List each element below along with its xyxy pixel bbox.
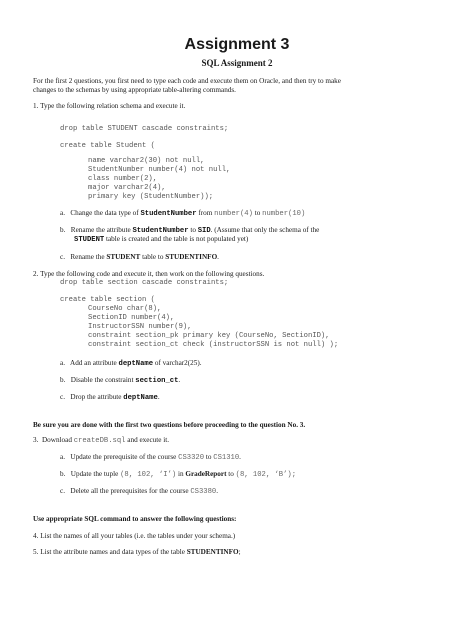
item-text: Rename the: [70, 253, 107, 261]
code-line: InstructorSSN number(9),: [88, 323, 192, 331]
item-text: . (Assume that only the schema of the: [210, 226, 320, 234]
question-number: 3.: [33, 436, 39, 444]
note-before-q3: Be sure you are done with the first two questions before proceeding to the question No. 3.: [33, 421, 306, 429]
item-text: Update the prerequisite of the course: [70, 453, 179, 461]
code-inline: (8, 102, ‘I’): [120, 471, 177, 479]
code-line: drop table section cascade constraints;: [60, 279, 229, 287]
code-line: create table Student (: [60, 142, 155, 150]
intro-line-1: For the first 2 questions, you first need to type each code and execute them on Oracle, and then try to make: [33, 77, 341, 85]
code-line: CourseNo char(8),: [88, 305, 162, 313]
field-name: StudentNumber: [132, 227, 189, 235]
table-name: STUDENTINFO: [165, 253, 218, 261]
item-marker: c.: [60, 393, 65, 401]
question-3: [33, 436, 169, 446]
item-marker: a.: [60, 359, 65, 367]
question-2: [33, 270, 264, 279]
field-name: deptName: [123, 394, 158, 402]
table-name: STUDENT: [74, 236, 105, 244]
item-marker: a.: [60, 209, 65, 217]
question-text: List the attribute names and data types of the table: [40, 548, 187, 556]
code-inline: (8, 102, ‘B’);: [235, 471, 297, 479]
question-1: [33, 102, 185, 111]
q2-item-a: [60, 359, 202, 368]
q3-item-b: [60, 470, 296, 479]
field-name: deptName: [118, 360, 154, 368]
code-line: class number(2),: [88, 175, 158, 183]
code-line: name varchar2(30) not null,: [88, 157, 205, 165]
q1-item-a: [60, 209, 305, 218]
item-marker: b.: [60, 226, 66, 234]
item-text: to: [204, 453, 214, 461]
item-marker: c.: [60, 253, 65, 261]
code-line: SectionID number(4),: [88, 314, 175, 322]
code-line: primary key (StudentNumber));: [88, 193, 214, 201]
field-name: StudentNumber: [140, 210, 197, 218]
table-name: STUDENT: [106, 253, 141, 261]
table-name: GradeReport: [185, 470, 227, 478]
q2-item-b: [60, 376, 180, 385]
item-text: Delete all the prerequisites for the course: [70, 487, 191, 495]
question-text: Download: [41, 436, 74, 444]
item-text: to: [188, 226, 198, 234]
field-name: section_ct: [135, 377, 179, 385]
question-4: [33, 532, 235, 541]
code-inline: CS3320: [178, 454, 205, 462]
question-number: 5.: [33, 548, 39, 556]
item-text: Disable the constraint: [70, 376, 136, 384]
item-text: in: [176, 470, 186, 478]
item-text: of varchar2(25).: [153, 359, 202, 367]
code-line: major varchar2(4),: [88, 184, 166, 192]
code-line: drop table STUDENT cascade constraints;: [60, 125, 229, 133]
question-text: List the names of all your tables (i.e. the tables under your schema.): [40, 532, 236, 540]
q3-item-a: [60, 453, 241, 462]
item-text: .: [239, 453, 241, 461]
question-number: 1.: [33, 102, 39, 110]
q1-item-b-line2: [74, 235, 248, 244]
q3-item-c: [60, 487, 218, 496]
item-text: Update the tuple: [70, 470, 121, 478]
code-line: create table section (: [60, 296, 155, 304]
code-line: constraint section_pk primary key (CourseNo, SectionID),: [88, 332, 330, 340]
item-text: from: [196, 209, 215, 217]
code-inline: number(10): [262, 210, 306, 218]
item-marker: c.: [60, 487, 65, 495]
page-title: Assignment 3: [184, 36, 290, 53]
item-text: Change the data type of: [70, 209, 141, 217]
item-text: Add an attribute: [70, 359, 119, 367]
note-before-q4: Use appropriate SQL command to answer the following questions:: [33, 515, 237, 523]
table-name: STUDENTINFO: [186, 548, 239, 556]
question-text: Type the following relation schema and execute it.: [40, 102, 186, 110]
question-text: ;: [238, 548, 241, 556]
q2-item-c: [60, 393, 160, 402]
file-name: createDB.sql: [73, 437, 126, 445]
question-text: Type the following code and execute it, then work on the following questions.: [40, 270, 265, 278]
item-text: table to: [140, 253, 166, 261]
item-marker: a.: [60, 453, 65, 461]
question-number: 2.: [33, 270, 39, 278]
item-text: to: [226, 470, 236, 478]
item-text: Rename the attribute: [70, 226, 133, 234]
question-number: 4.: [33, 532, 39, 540]
intro-line-2: changes to the schemas by using appropriate table-altering commands.: [33, 86, 236, 94]
q1-item-b: [60, 226, 319, 235]
item-text: .: [178, 376, 181, 384]
field-name: SID: [197, 227, 211, 235]
code-line: StudentNumber number(4) not null,: [88, 166, 231, 174]
code-line: constraint section_ct check (instructorSSN is not null) );: [88, 341, 339, 349]
item-text: .: [216, 487, 219, 495]
item-text: Drop the attribute: [70, 393, 124, 401]
item-text: table is created and the table is not populated yet): [104, 235, 249, 243]
question-text: and execute it.: [125, 436, 170, 444]
q1-item-c: [60, 253, 219, 261]
question-5: [33, 548, 241, 557]
page-subtitle: SQL Assignment 2: [201, 58, 273, 68]
item-text: to: [252, 209, 263, 217]
item-marker: b.: [60, 470, 66, 478]
code-inline: CS3380: [190, 488, 217, 496]
code-inline: CS1310: [213, 454, 240, 462]
item-marker: b.: [60, 376, 66, 384]
code-inline: number(4): [214, 210, 253, 218]
item-text: .: [157, 393, 160, 401]
item-text: .: [217, 253, 219, 261]
